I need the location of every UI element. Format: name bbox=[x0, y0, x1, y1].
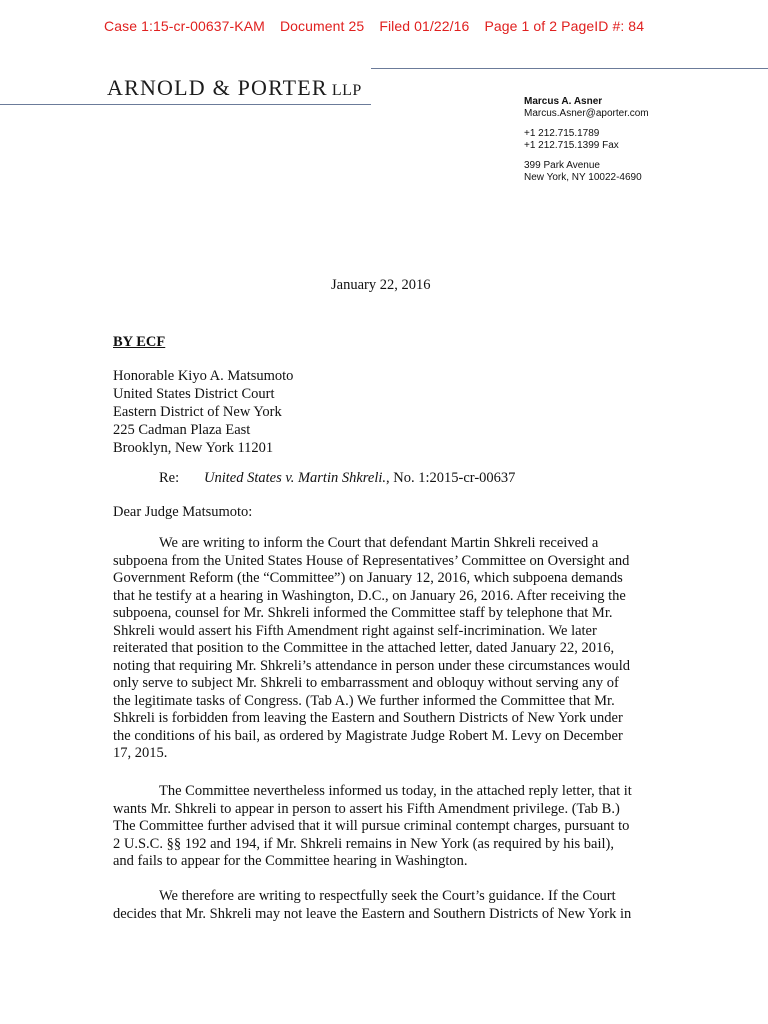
sender-email: Marcus.Asner@aporter.com bbox=[524, 108, 649, 119]
case-docket: , No. 1:2015-cr-00637 bbox=[386, 470, 516, 486]
paragraph-line: subpoena from the United States House of Representatives’ Committee on Oversight and bbox=[113, 552, 630, 569]
sender-address-line2: New York, NY 10022-4690 bbox=[524, 172, 642, 183]
paragraph-line: subpoena, counsel for Mr. Shkreli informed the Committee staff by telephone that Mr. bbox=[113, 605, 613, 621]
delivery-method: BY ECF bbox=[113, 334, 166, 350]
paragraph-line: 2 U.S.C. §§ 192 and 194, if Mr. Shkreli remains in New York (as required by his bail), bbox=[113, 835, 615, 852]
paragraph-line: We therefore are writing to respectfully seek the Court’s guidance. If the Court bbox=[159, 888, 616, 904]
recipient-line: Brooklyn, New York 11201 bbox=[113, 440, 274, 456]
paragraph-line: and fails to appear for the Committee hearing in Washington. bbox=[113, 853, 468, 869]
recipient-line: Honorable Kiyo A. Matsumoto bbox=[113, 368, 294, 384]
firm-logo bbox=[107, 75, 362, 101]
recipient-line: Eastern District of New York bbox=[113, 404, 282, 420]
body-paragraph-2 bbox=[113, 783, 658, 871]
paragraph-line: Shkreli would assert his Fifth Amendment right against self-incrimination. We later bbox=[113, 622, 597, 639]
document-number: Document 25 bbox=[279, 18, 365, 34]
re-line bbox=[159, 469, 515, 487]
paragraph-line: the conditions of his bail, as ordered by Magistrate Judge Robert M. Levy on December bbox=[113, 727, 623, 744]
ecf-filing-header bbox=[104, 18, 655, 34]
body-paragraph-1 bbox=[113, 535, 658, 763]
case-title: United States v. Martin Shkreli. bbox=[204, 470, 387, 486]
letterhead-rule-top bbox=[371, 68, 768, 69]
page-info: Page 1 of 2 PageID #: 84 bbox=[484, 18, 645, 34]
recipient-address bbox=[113, 367, 293, 457]
sender-name: Marcus A. Asner bbox=[524, 96, 603, 107]
re-label: Re: bbox=[159, 470, 180, 486]
paragraph-line: The Committee further advised that it will pursue criminal contempt charges, pursuant to bbox=[113, 818, 630, 834]
paragraph-line: wants Mr. Shkreli to appear in person to assert his Fifth Amendment privilege. (Tab B.) bbox=[113, 800, 620, 817]
salutation: Dear Judge Matsumoto: bbox=[113, 504, 253, 520]
letterhead-rule-bottom bbox=[0, 104, 371, 105]
filed-date: Filed 01/22/16 bbox=[379, 18, 470, 34]
paragraph-line: noting that requiring Mr. Shkreli’s attendance in person under these circumstances would bbox=[113, 657, 631, 674]
sender-fax: +1 212.715.1399 Fax bbox=[524, 140, 619, 151]
case-number: Case 1:15-cr-00637-KAM bbox=[104, 18, 265, 34]
paragraph-line: only serve to subject Mr. Shkreli to embarrassment and obloquy without serving any of bbox=[113, 675, 619, 691]
paragraph-line: that he testify at a hearing in Washington, D.C., on January 26, 2016. After receiving the bbox=[113, 587, 626, 604]
sender-contact-block bbox=[524, 96, 649, 184]
paragraph-line: Shkreli is forbidden from leaving the Eastern and Southern Districts of New York under bbox=[113, 710, 623, 726]
paragraph-line: decides that Mr. Shkreli may not leave the Eastern and Southern Districts of New York in bbox=[113, 905, 632, 922]
sender-address-line1: 399 Park Avenue bbox=[524, 160, 600, 171]
paragraph-line: The Committee nevertheless informed us today, in the attached reply letter, that it bbox=[159, 783, 632, 799]
recipient-line: 225 Cadman Plaza East bbox=[113, 422, 251, 438]
firm-suffix: LLP bbox=[331, 82, 362, 99]
letter-date: January 22, 2016 bbox=[331, 277, 431, 293]
paragraph-line: the legitimate tasks of Congress. (Tab A.) We further informed the Committee that Mr. bbox=[113, 692, 615, 709]
paragraph-line: 17, 2015. bbox=[113, 745, 168, 761]
paragraph-line: Government Reform (the “Committee”) on January 12, 2016, which subpoena demands bbox=[113, 570, 623, 586]
paragraph-line: reiterated that position to the Committee in the attached letter, dated January 22, 2016, bbox=[113, 640, 615, 656]
paragraph-line: We are writing to inform the Court that defendant Martin Shkreli received a bbox=[159, 535, 599, 551]
firm-name: ARNOLD & PORTER bbox=[107, 75, 328, 100]
recipient-line: United States District Court bbox=[113, 386, 275, 402]
body-paragraph-3 bbox=[113, 888, 658, 923]
sender-phone: +1 212.715.1789 bbox=[524, 128, 600, 139]
